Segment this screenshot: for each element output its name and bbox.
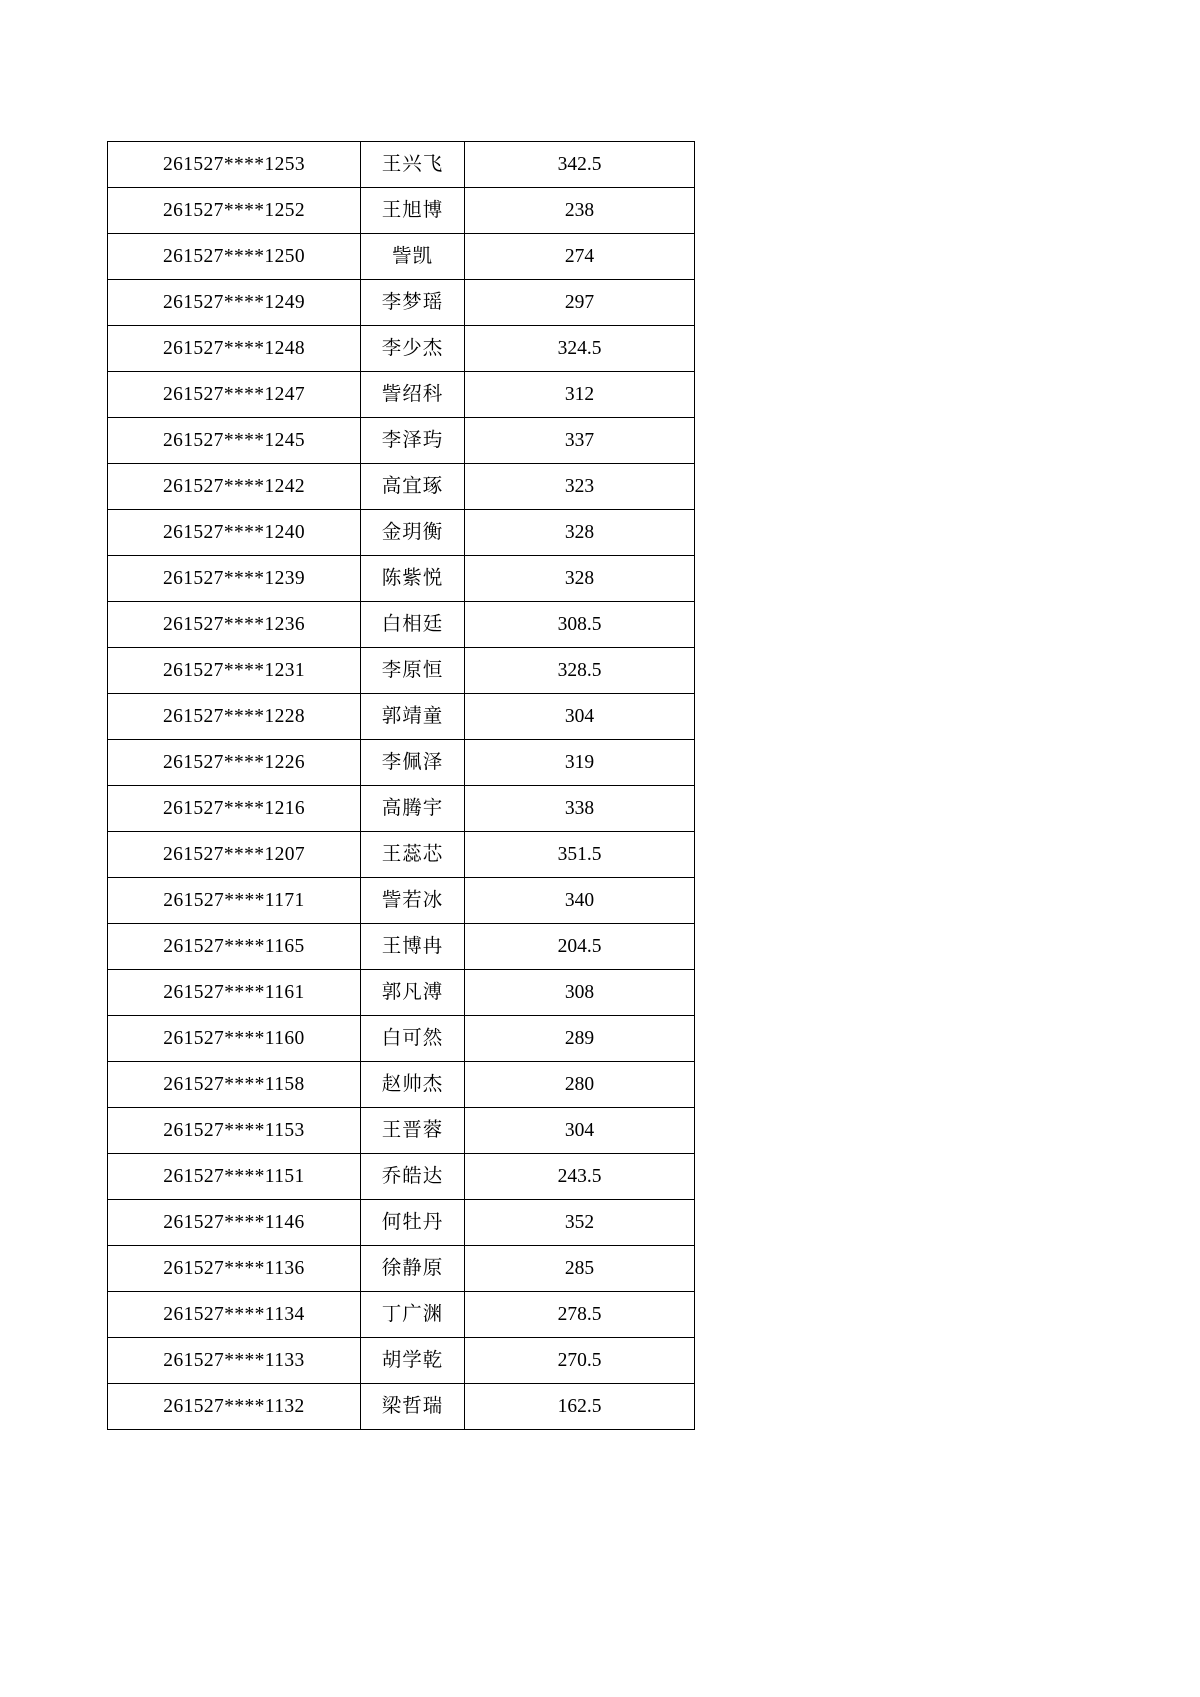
cell-score: 338 [465, 786, 695, 832]
cell-score: 340 [465, 878, 695, 924]
cell-score: 243.5 [465, 1154, 695, 1200]
cell-name: 李泽玙 [361, 418, 465, 464]
cell-id: 261527****1231 [108, 648, 361, 694]
cell-id: 261527****1171 [108, 878, 361, 924]
cell-score: 328.5 [465, 648, 695, 694]
table-row [108, 832, 695, 878]
table-row [108, 1246, 695, 1292]
cell-score: 280 [465, 1062, 695, 1108]
table-row [108, 188, 695, 234]
score-table-body [108, 142, 695, 1430]
cell-id: 261527****1151 [108, 1154, 361, 1200]
table-row [108, 326, 695, 372]
table-row [108, 694, 695, 740]
cell-name: 高宜琢 [361, 464, 465, 510]
table-row [108, 556, 695, 602]
cell-name: 赵帅杰 [361, 1062, 465, 1108]
cell-id: 261527****1146 [108, 1200, 361, 1246]
table-row [108, 418, 695, 464]
cell-score: 342.5 [465, 142, 695, 188]
table-row [108, 1108, 695, 1154]
table-row [108, 510, 695, 556]
table-row [108, 602, 695, 648]
cell-name: 王博冉 [361, 924, 465, 970]
cell-score: 289 [465, 1016, 695, 1062]
cell-score: 304 [465, 1108, 695, 1154]
cell-name: 王晋蓉 [361, 1108, 465, 1154]
cell-id: 261527****1236 [108, 602, 361, 648]
score-table [107, 141, 695, 1430]
cell-name: 白可然 [361, 1016, 465, 1062]
cell-score: 328 [465, 510, 695, 556]
cell-score: 337 [465, 418, 695, 464]
table-row [108, 372, 695, 418]
table-row [108, 1200, 695, 1246]
cell-name: 陈紫悦 [361, 556, 465, 602]
cell-id: 261527****1249 [108, 280, 361, 326]
cell-id: 261527****1253 [108, 142, 361, 188]
cell-score: 312 [465, 372, 695, 418]
table-row [108, 280, 695, 326]
cell-score: 351.5 [465, 832, 695, 878]
cell-id: 261527****1216 [108, 786, 361, 832]
cell-id: 261527****1207 [108, 832, 361, 878]
cell-name: 李梦瑶 [361, 280, 465, 326]
cell-name: 高腾宇 [361, 786, 465, 832]
cell-score: 323 [465, 464, 695, 510]
cell-score: 162.5 [465, 1384, 695, 1430]
cell-name: 何牡丹 [361, 1200, 465, 1246]
cell-name: 訾若冰 [361, 878, 465, 924]
table-row [108, 970, 695, 1016]
table-row [108, 648, 695, 694]
cell-name: 胡学乾 [361, 1338, 465, 1384]
cell-name: 郭凡溥 [361, 970, 465, 1016]
cell-id: 261527****1245 [108, 418, 361, 464]
cell-score: 328 [465, 556, 695, 602]
cell-name: 梁哲瑞 [361, 1384, 465, 1430]
table-row [108, 1154, 695, 1200]
table-row [108, 740, 695, 786]
cell-score: 270.5 [465, 1338, 695, 1384]
table-row [108, 924, 695, 970]
score-table-container [107, 141, 693, 1430]
cell-id: 261527****1132 [108, 1384, 361, 1430]
cell-score: 278.5 [465, 1292, 695, 1338]
cell-score: 204.5 [465, 924, 695, 970]
cell-id: 261527****1247 [108, 372, 361, 418]
cell-score: 308 [465, 970, 695, 1016]
table-row [108, 464, 695, 510]
cell-score: 352 [465, 1200, 695, 1246]
table-row [108, 1062, 695, 1108]
cell-id: 261527****1239 [108, 556, 361, 602]
cell-name: 李佩泽 [361, 740, 465, 786]
table-row [108, 786, 695, 832]
cell-name: 李少杰 [361, 326, 465, 372]
cell-name: 徐静原 [361, 1246, 465, 1292]
cell-name: 丁广渊 [361, 1292, 465, 1338]
cell-score: 319 [465, 740, 695, 786]
cell-id: 261527****1252 [108, 188, 361, 234]
cell-name: 王蕊芯 [361, 832, 465, 878]
cell-id: 261527****1133 [108, 1338, 361, 1384]
cell-score: 308.5 [465, 602, 695, 648]
cell-id: 261527****1250 [108, 234, 361, 280]
cell-name: 訾凯 [361, 234, 465, 280]
table-row [108, 234, 695, 280]
cell-name: 乔皓达 [361, 1154, 465, 1200]
table-row [108, 878, 695, 924]
cell-name: 金玥衡 [361, 510, 465, 556]
cell-score: 274 [465, 234, 695, 280]
cell-id: 261527****1158 [108, 1062, 361, 1108]
cell-id: 261527****1242 [108, 464, 361, 510]
cell-score: 285 [465, 1246, 695, 1292]
cell-id: 261527****1136 [108, 1246, 361, 1292]
cell-score: 238 [465, 188, 695, 234]
cell-score: 324.5 [465, 326, 695, 372]
cell-id: 261527****1165 [108, 924, 361, 970]
cell-score: 304 [465, 694, 695, 740]
cell-name: 李原恒 [361, 648, 465, 694]
cell-name: 郭靖童 [361, 694, 465, 740]
cell-id: 261527****1153 [108, 1108, 361, 1154]
table-row [108, 1338, 695, 1384]
cell-id: 261527****1248 [108, 326, 361, 372]
cell-id: 261527****1228 [108, 694, 361, 740]
cell-name: 訾绍科 [361, 372, 465, 418]
cell-id: 261527****1226 [108, 740, 361, 786]
table-row [108, 1292, 695, 1338]
cell-name: 王兴飞 [361, 142, 465, 188]
cell-id: 261527****1160 [108, 1016, 361, 1062]
table-row [108, 1384, 695, 1430]
table-row [108, 142, 695, 188]
cell-id: 261527****1134 [108, 1292, 361, 1338]
cell-name: 王旭博 [361, 188, 465, 234]
cell-id: 261527****1161 [108, 970, 361, 1016]
cell-id: 261527****1240 [108, 510, 361, 556]
cell-score: 297 [465, 280, 695, 326]
cell-name: 白相廷 [361, 602, 465, 648]
table-row [108, 1016, 695, 1062]
